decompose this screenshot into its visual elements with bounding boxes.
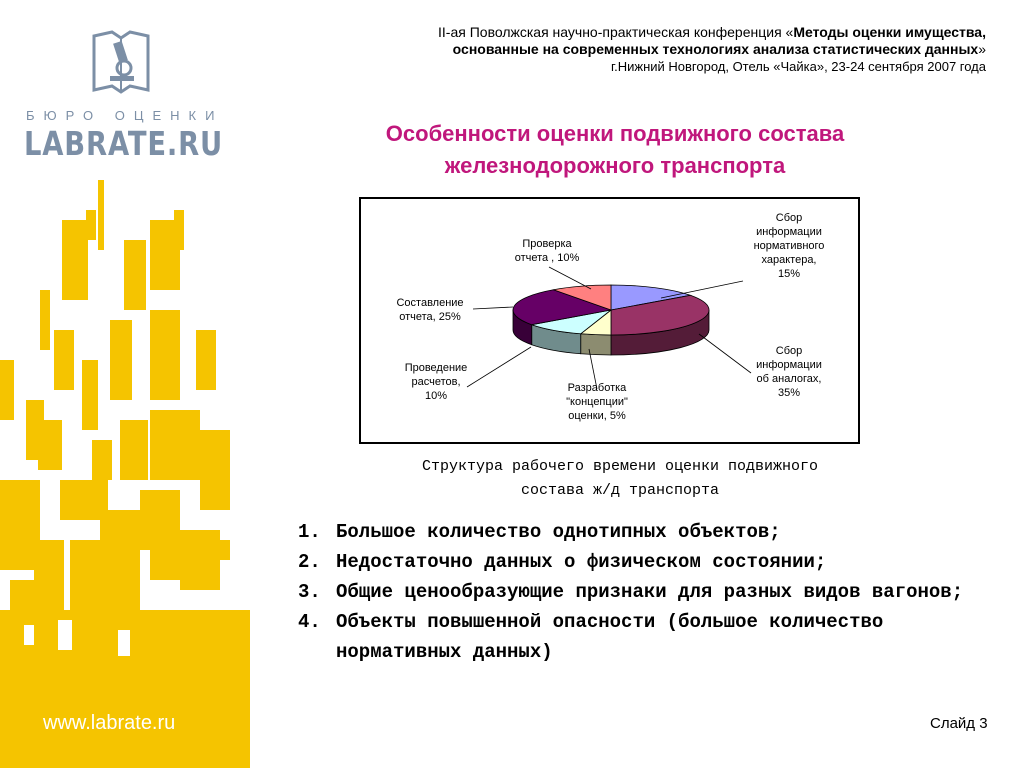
conference-header — [286, 24, 986, 75]
pie-data-label: Сбор информации об аналогах, 35% — [756, 345, 822, 399]
pie-leader-line — [549, 267, 591, 289]
pie-data-label: Проверка отчета , 10% — [514, 238, 580, 264]
list-item-number: 2. — [298, 551, 321, 573]
list-item — [298, 607, 978, 667]
header-line-3: г.Нижний Новгород, Отель «Чайка», 23-24 сентября 2007 года — [610, 59, 986, 74]
list-item-number: 3. — [298, 581, 321, 603]
list-item — [298, 577, 978, 607]
footer-url[interactable]: www.labrate.ru — [43, 712, 176, 734]
list-item-text: Объекты повышенной опасности (большое количество нормативных данных) — [336, 611, 884, 663]
pie-leader-line — [467, 347, 531, 387]
logo-name: LABRATE.RU — [24, 124, 224, 163]
list-item-number: 4. — [298, 611, 321, 633]
pie-chart-frame — [359, 197, 860, 444]
chart-caption-line-2: состава ж/д транспорта — [520, 482, 720, 499]
list-item — [298, 517, 978, 547]
list-item-text: Общие ценообразующие признаки для разных видов вагонов; — [336, 581, 964, 603]
microscope-book-icon — [90, 30, 152, 96]
pie-slice-side — [581, 334, 611, 355]
header-line-1: II-ая Поволжская научно-практическая конференция «Методы оценки имущества, — [438, 24, 986, 40]
pie-data-label: Составление отчета, 25% — [396, 297, 464, 323]
list-item — [298, 547, 978, 577]
chart-caption-line-1: Структура рабочего времени оценки подвижного — [421, 458, 819, 475]
list-item-number: 1. — [298, 521, 321, 543]
list-item-text: Недостаточно данных о физическом состоянии; — [336, 551, 827, 573]
list-item-text: Большое количество однотипных объектов; — [336, 521, 781, 543]
pie-data-label: Сбор информации нормативного характера, 15% — [753, 212, 825, 280]
yellow-decoration — [0, 180, 250, 768]
slide-title: Особенности оценки подвижного состава железнодорожного транспорта — [385, 121, 845, 178]
pie-chart — [361, 199, 858, 442]
chart-caption — [345, 455, 895, 503]
labrate-logo — [22, 30, 227, 163]
header-line-2: основанные на современных технологиях анализа статистических данных» — [452, 41, 986, 57]
pie-data-label: Проведение расчетов, 10% — [404, 362, 468, 402]
logo-caption: БЮРО ОЦЕНКИ — [26, 108, 224, 123]
pie-data-label: Разработка "концепции" оценки, 5% — [566, 382, 628, 422]
pie-leader-line — [699, 334, 751, 373]
pie-leader-line — [661, 281, 743, 298]
pie-leader-line — [473, 307, 513, 309]
features-list — [298, 517, 978, 667]
slide-number: Слайд 3 — [930, 715, 988, 732]
